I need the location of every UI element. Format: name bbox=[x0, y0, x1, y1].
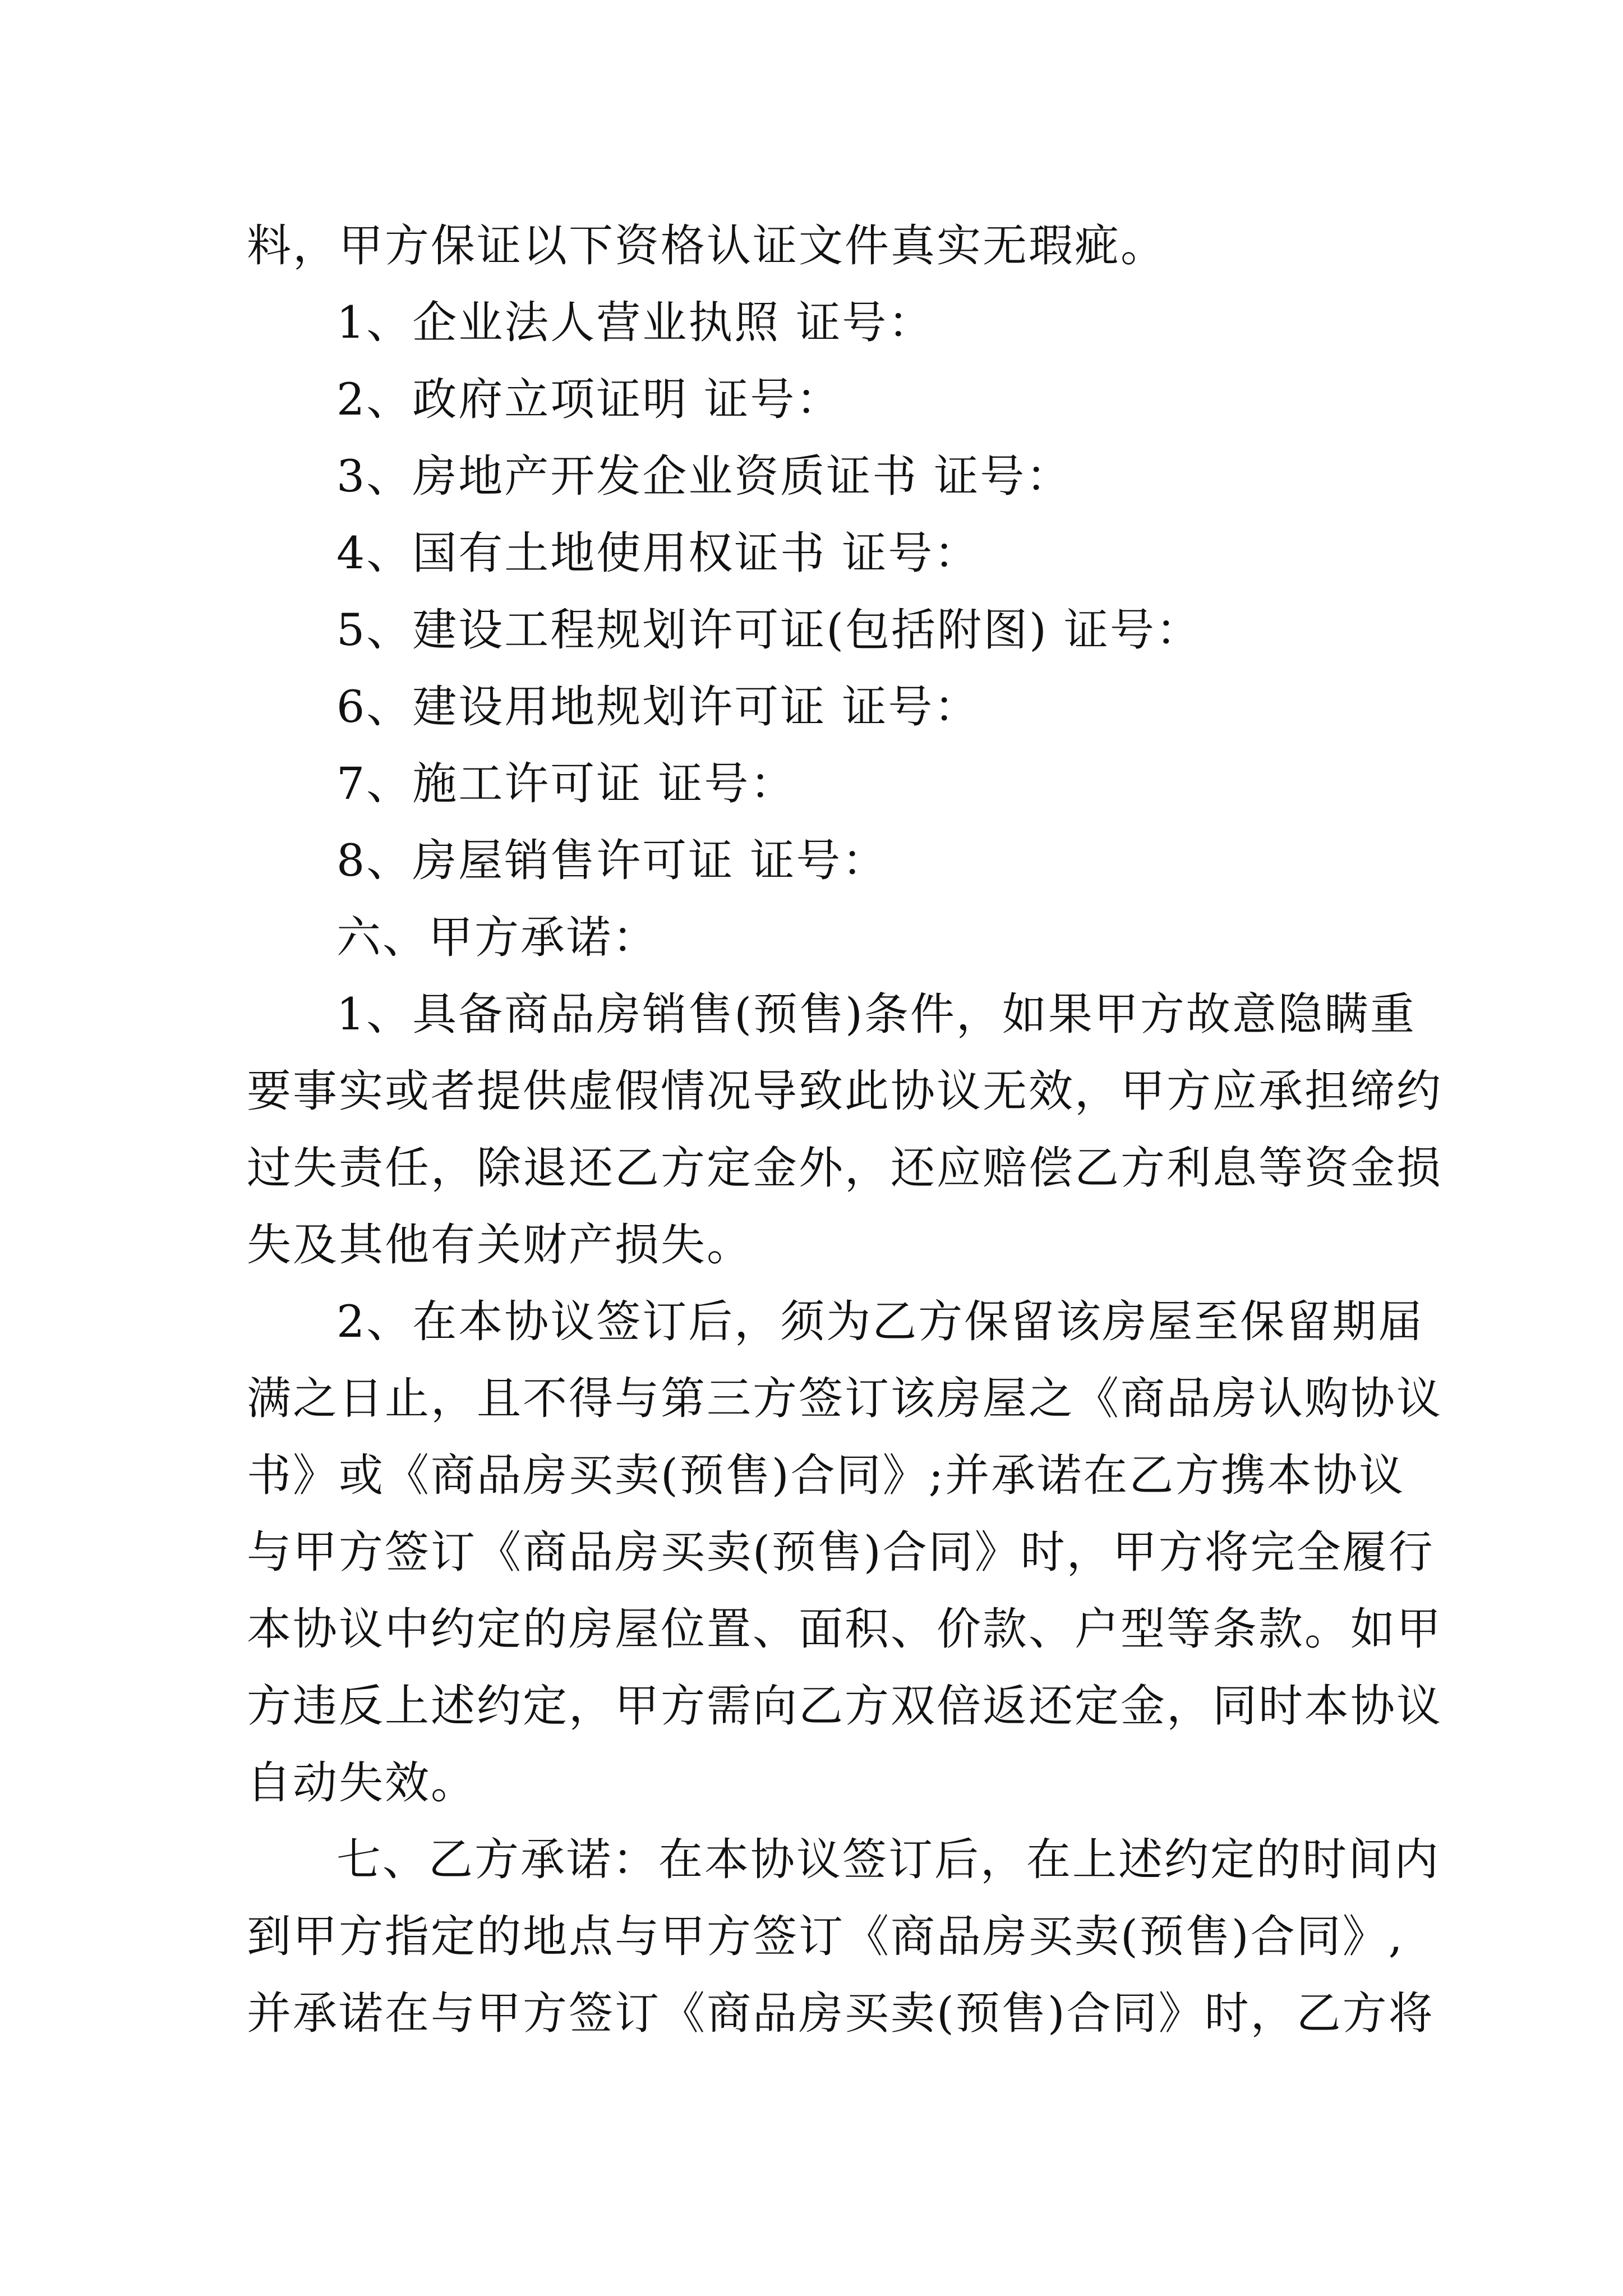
text-line: 7、施工许可证 证号： bbox=[336, 758, 796, 809]
text-line: 2、在本协议签订后，须为乙方保留该房屋至保留期届 bbox=[336, 1296, 1424, 1347]
text-line: 8、房屋销售许可证 证号： bbox=[336, 835, 888, 886]
text-line: 5、建设工程规划许可证(包括附图) 证号： bbox=[336, 604, 1202, 656]
text-line: 与甲方签订《商品房买卖(预售)合同》时，甲方将完全履行 bbox=[247, 1526, 1435, 1578]
document-body bbox=[247, 208, 1442, 2052]
text-line: 自动失效。 bbox=[247, 1757, 477, 1809]
text-line: 1、具备商品房销售(预售)条件，如果甲方故意隐瞒重 bbox=[336, 988, 1416, 1040]
text-line: 满之日止，且不得与第三方签订该房屋之《商品房认购协议 bbox=[247, 1373, 1442, 1424]
section-heading: 六、甲方承诺： bbox=[336, 912, 658, 963]
text-line: 料，甲方保证以下资格认证文件真实无瑕疵。 bbox=[247, 220, 1166, 272]
text-line: 到甲方指定的地点与甲方签订《商品房买卖(预售)合同》, bbox=[247, 1911, 1404, 1962]
text-line: 2、政府立项证明 证号： bbox=[336, 374, 842, 425]
text-line: 过失责任，除退还乙方定金外，还应赔偿乙方利息等资金损 bbox=[247, 1142, 1442, 1194]
text-line: 书》或《商品房买卖(预售)合同》;并承诺在乙方携本协议 bbox=[247, 1450, 1405, 1501]
text-line: 3、房地产开发企业资质证书 证号： bbox=[336, 450, 1072, 502]
text-line: 本协议中约定的房屋位置、面积、价款、户型等条款。如甲 bbox=[247, 1603, 1442, 1655]
text-line: 要事实或者提供虚假情况导致此协议无效，甲方应承担缔约 bbox=[247, 1065, 1442, 1117]
text-line: 6、建设用地规划许可证 证号： bbox=[336, 681, 980, 733]
text-line: 1、企业法人营业执照 证号： bbox=[336, 297, 934, 348]
section-heading: 七、乙方承诺：在本协议签订后，在上述约定的时间内 bbox=[336, 1834, 1440, 1885]
text-line: 失及其他有关财产损失。 bbox=[247, 1219, 753, 1271]
text-line: 4、国有土地使用权证书 证号： bbox=[336, 527, 980, 579]
text-line: 并承诺在与甲方签订《商品房买卖(预售)合同》时，乙方将 bbox=[247, 1987, 1435, 2039]
text-line: 方违反上述约定，甲方需向乙方双倍返还定金，同时本协议 bbox=[247, 1680, 1442, 1732]
